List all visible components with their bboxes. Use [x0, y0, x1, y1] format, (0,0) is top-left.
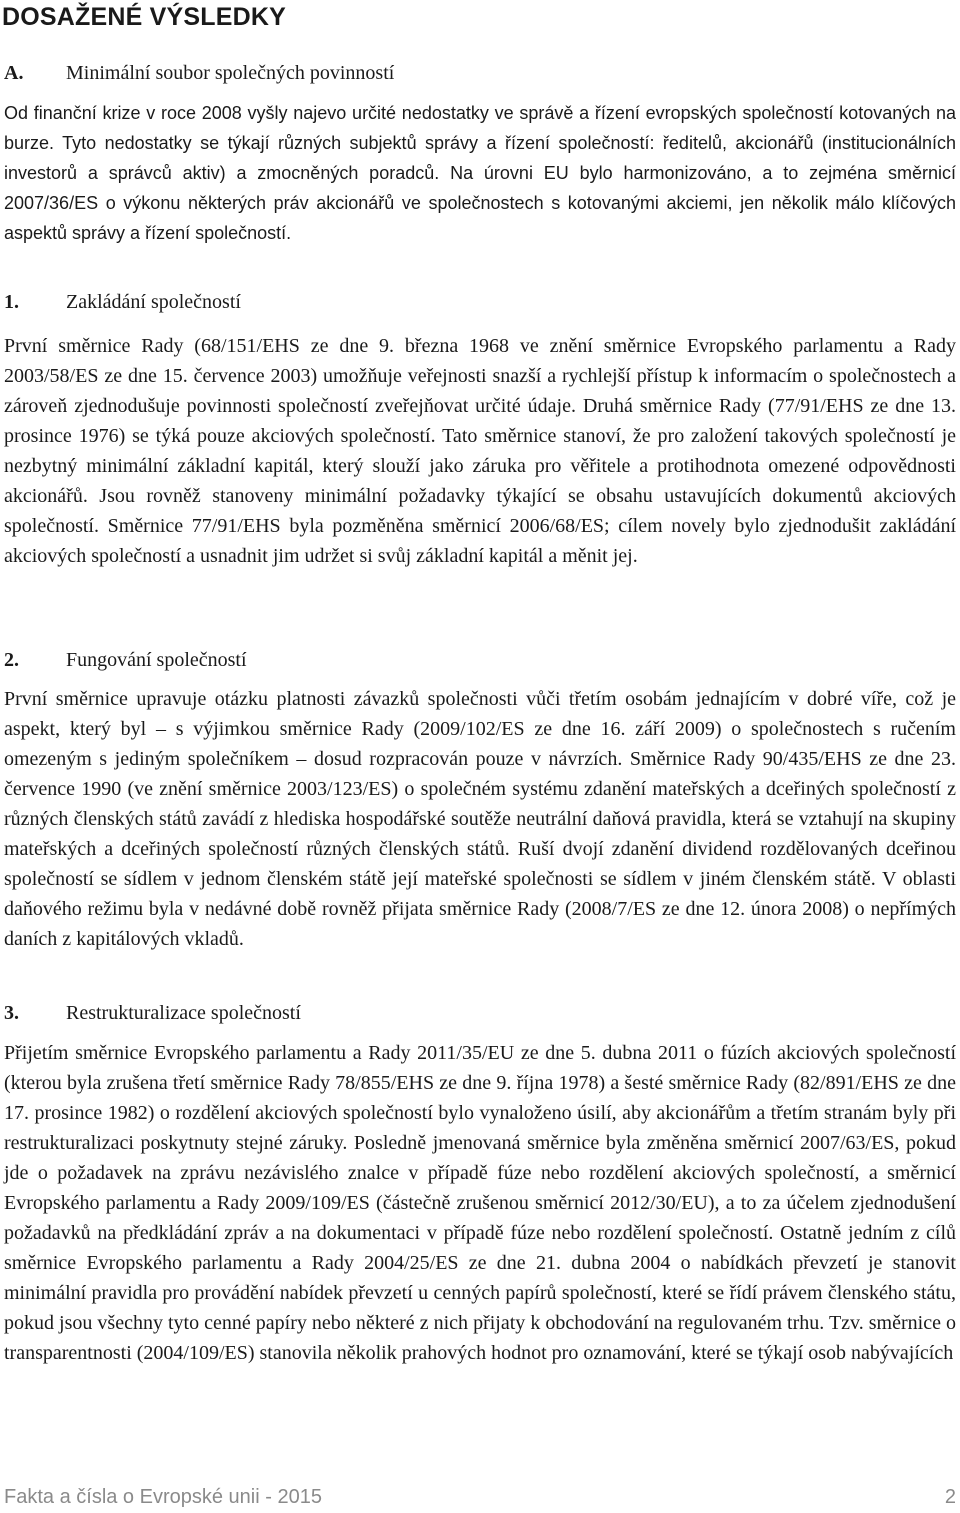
- footer-title: Fakta a čísla o Evropské unii - 2015: [4, 1486, 322, 1508]
- section-1-title: Zakládání společností: [66, 291, 241, 313]
- section-2-number: 2.: [4, 649, 19, 671]
- section-3-number: 3.: [4, 1002, 19, 1024]
- section-1-number: 1.: [4, 291, 19, 313]
- section-a-number: A.: [4, 62, 24, 84]
- section-a-heading: [4, 58, 394, 88]
- section-1-paragraph: První směrnice Rady (68/151/EHS ze dne 9. března 1968 ve znění směrnice Evropského parlamentu a Rady 2003/58/ES ze dne 15. července 2003) umožňuje veřejnosti snazší a rychlejší přístup k informacím o společnostech a zároveň zjednodušuje povinnosti společností zveřejňovat určité údaje. Druhá směrnice Rady (77/91/EHS ze dne 13. prosince 1976) se týká pouze akciových společností. Tato směrnice stanoví, že pro založení takových společností je nezbytný minimální základní kapitál, který slouží jako záruka pro věřitele a protihodnota omezené odpovědnosti akcionářů. Jsou rovněž stanoveny minimální požadavky týkající se obsahu ustavujících dokumentů akciových společností. Směrnice 77/91/EHS byla pozměněna směrnicí 2006/68/ES; cílem novely bylo zjednodušit zakládání akciových společností a usnadnit jim udržet si svůj základní kapitál a měnit jej.: [4, 335, 956, 567]
- section-3-heading: [4, 998, 301, 1028]
- section-2-title: Fungování společností: [66, 649, 247, 671]
- section-a-paragraph: Od finanční krize v roce 2008 vyšly najevo určité nedostatky ve správě a řízení evropských společností kotovaných na burze. Tyto nedostatky se týkají různých subjektů správy a řízení společností: ředitelů, akcionářů (institucionálních investorů a správců aktiv) a zmocněných poradců. Na úrovni EU bylo harmonizováno, a to zejména směrnicí 2007/36/ES o výkonu některých práv akcionářů ve společnostech s kotovanými akciemi, jen několik málo klíčových aspektů správy a řízení společností.: [4, 103, 956, 243]
- page-title: DOSAŽENÉ VÝSLEDKY: [2, 3, 287, 31]
- section-a-title: Minimální soubor společných povinností: [66, 62, 395, 84]
- section-3-title: Restrukturalizace společností: [66, 1002, 301, 1024]
- section-2-paragraph: První směrnice upravuje otázku platnosti závazků společnosti vůči třetím osobám jednajícím v dobré víře, což je aspekt, který byl – s výjimkou směrnice Rady (2009/102/ES ze dne 16. září 2009) o společnostech s ručením omezeným s jediným společníkem – dosud rozpracován pouze v návrzích. Směrnice Rady 90/435/EHS ze dne 23. července 1990 (ve znění směrnice 2003/123/ES) o společném systému zdanění mateřských a dceřiných společností z různých členských států zavádí z hlediska hospodářské soutěže neutrální daňová pravidla, která se vztahují na skupiny mateřských a dceřiných společností různých členských států. Ruší dvojí zdanění dividend rozdělovaných dceřinou společností se sídlem v jednom členském státě její mateřské společnosti se sídlem v jiném členském státě. V oblasti daňového režimu byla v nedávné době rovněž přijata směrnice Rady (2008/7/ES ze dne 12. února 2008) o nepřímých daních z kapitálových vkladů.: [4, 688, 956, 950]
- section-1-heading: [4, 287, 241, 317]
- page-number: 2: [944, 1486, 956, 1508]
- section-3-paragraph: Přijetím směrnice Evropského parlamentu a Rady 2011/35/EU ze dne 5. dubna 2011 o fúzích akciových společností (kterou byla zrušena třetí směrnice Rady 78/855/EHS ze dne 9. října 1978) a šesté směrnice Rady (82/891/EHS ze dne 17. prosince 1982) o rozdělení akciových společností bylo vynaloženo úsilí, aby akcionářům a třetím stranám byly při restrukturalizaci poskytnuty stejné záruky. Posledně jmenovaná směrnice byla změněna směrnicí 2007/63/ES, pokud jde o požadavek na zprávu nezávislého znalce v případě fúze nebo rozdělení akciových společností, a směrnicí Evropského parlamentu a Rady 2009/109/ES (částečně zrušenou směrnicí 2012/30/EU), a to za účelem zjednodušení požadavků na předkládání zpráv a na dokumentaci v případě fúze nebo rozdělení společností. Ostatně jedním z cílů směrnice Evropského parlamentu a Rady 2004/25/ES ze dne 21. dubna 2004 o nabídkách převzetí je stanovit minimální pravidla pro provádění nabídek převzetí u cenných papírů společností, které se řídí právem členského státu, pokud jsou všechny tyto cenné papíry nebo některé z nich přijaty k obchodování na regulovaném trhu. Tzv. směrnice o transparentnosti (2004/109/ES) stanovila několik prahových hodnot pro oznamování, které se týkají osob nabývajících: [4, 1042, 956, 1364]
- section-2-heading: [4, 645, 247, 675]
